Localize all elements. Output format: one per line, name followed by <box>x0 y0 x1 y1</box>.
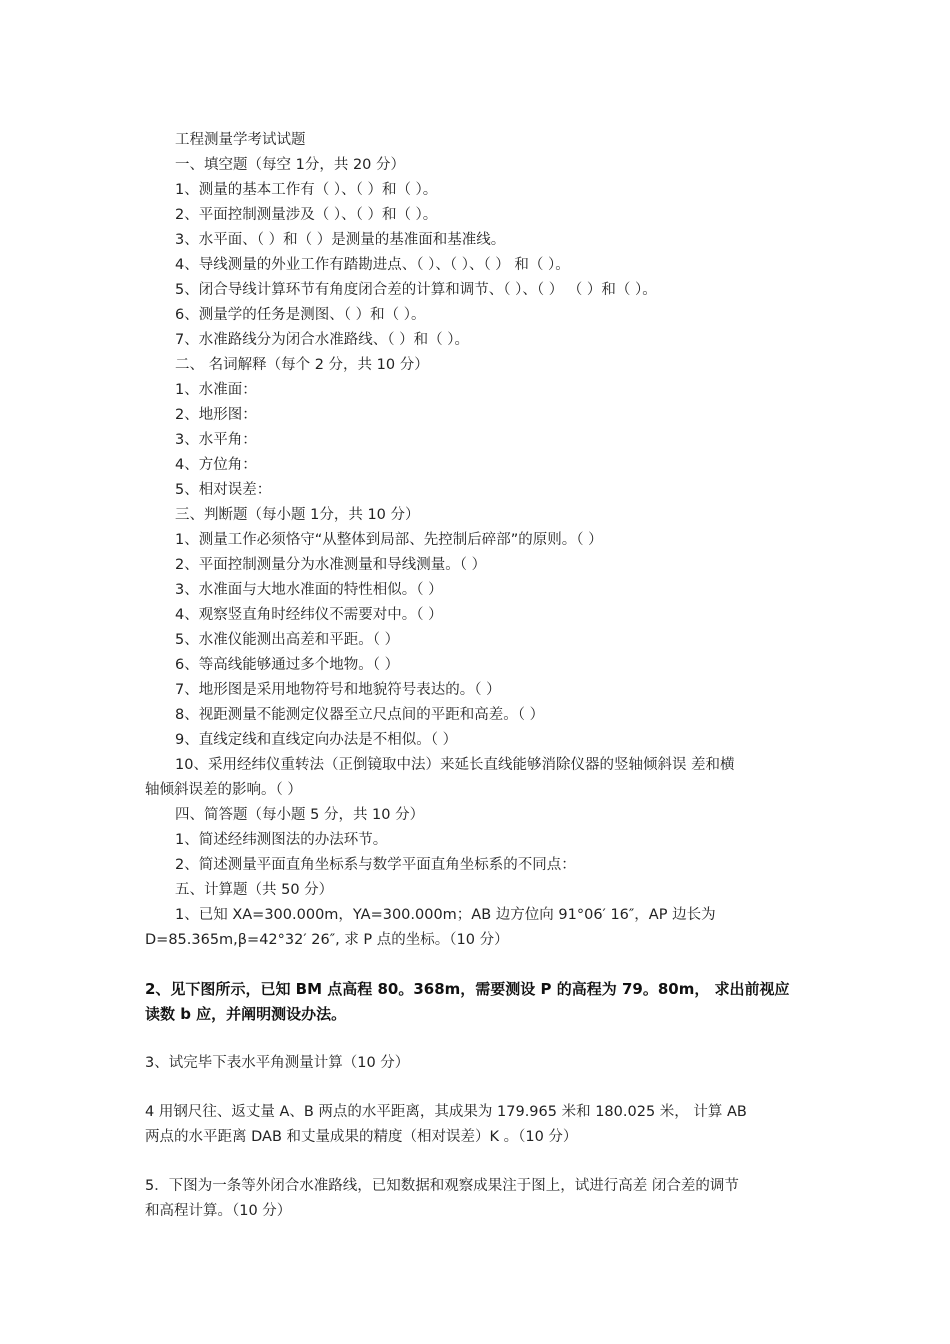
s5-q4-line-2: 两点的水平距离 DAB 和丈量成果的精度（相对误差）K 。（10 分） <box>145 1129 578 1145</box>
section-1-heading: 一、填空题（每空 1分，共 20 分） <box>175 157 406 173</box>
s3-item-8: 8、视距测量不能测定仪器至立尺点间的平距和高差。（ ） <box>175 707 545 723</box>
s1-item-4: 4、导线测量的外业工作有踏勘进点、（ ）、（ ）、（ ） 和（ ）。 <box>175 257 570 273</box>
s5-q4-line-1: 4 用钢尺往、返丈量 A、B 两点的水平距离，其成果为 179.965 米和 180.025 米， 计算 AB <box>145 1104 747 1120</box>
s3-item-9: 9、直线定线和直线定向办法是不相似。（ ） <box>175 732 458 748</box>
s2-item-1: 1、水准面： <box>175 382 257 398</box>
s1-item-7: 7、水准路线分为闭合水准路线、（ ）和（ ）。 <box>175 332 469 348</box>
s3-item-1: 1、测量工作必须恪守“从整体到局部、先控制后碎部”的原则。（ ） <box>175 532 603 548</box>
s3-item-4: 4、观察竖直角时经纬仪不需要对中。（ ） <box>175 607 443 623</box>
s3-item-2: 2、平面控制测量分为水准测量和导线测量。（ ） <box>175 557 487 573</box>
s3-item-6: 6、等高线能够通过多个地物。（ ） <box>175 657 400 673</box>
s3-item-7: 7、地形图是采用地物符号和地貌符号表达的。（ ） <box>175 682 501 698</box>
section-4-heading: 四、简答题（每小题 5 分，共 10 分） <box>175 807 425 823</box>
s5-q1-line-1: 1、已知 XA=300.000m，YA=300.000m；AB 边方位向 91°06′ 16″，AP 边长为 <box>175 907 716 923</box>
s3-item-3: 3、水准面与大地水准面的特性相似。（ ） <box>175 582 443 598</box>
s2-item-3: 3、水平角： <box>175 432 257 448</box>
s5-q2-line-2: 读数 b 应，并阐明测设办法。 <box>145 1005 347 1023</box>
s3-item-10-line-1: 10、采用经纬仪重转法（正倒镜取中法）来延长直线能够消除仪器的竖轴倾斜误 差和横 <box>175 757 735 773</box>
s5-q2-line-1: 2、见下图所示，已知 BM 点高程 80。368m，需要测设 P 的高程为 79。80m， 求出前视应 <box>145 980 790 998</box>
s2-item-2: 2、地形图： <box>175 407 257 423</box>
s1-item-6: 6、测量学的任务是测图、（ ）和（ ）。 <box>175 307 426 323</box>
s2-item-5: 5、相对误差： <box>175 482 272 498</box>
s1-item-1: 1、测量的基本工作有（ ）、（ ）和（ ）。 <box>175 182 438 198</box>
section-3-heading: 三、判断题（每小题 1分，共 10 分） <box>175 507 420 523</box>
s4-item-1: 1、简述经纬测图法的办法环节。 <box>175 832 388 848</box>
s5-q1-line-2: D=85.365m,β=42°32′ 26″, 求 P 点的坐标。（10 分） <box>145 932 509 948</box>
s5-q5-line-2: 和高程计算。（10 分） <box>145 1203 292 1219</box>
s5-q5-line-1: 5．下图为一条等外闭合水准路线，已知数据和观察成果注于图上，试进行高差 闭合差的调节 <box>145 1178 739 1194</box>
s1-item-2: 2、平面控制测量涉及（ ）、（ ）和（ ）。 <box>175 207 438 223</box>
section-5-heading: 五、计算题（共 50 分） <box>175 882 334 898</box>
s1-item-5: 5、闭合导线计算环节有角度闭合差的计算和调节、（ ）、（ ） （ ）和（ ）。 <box>175 282 657 298</box>
section-2-heading: 二、 名词解释（每个 2 分，共 10 分） <box>175 357 429 373</box>
s3-item-5: 5、水准仪能测出高差和平距。（ ） <box>175 632 400 648</box>
s3-item-10-line-2: 轴倾斜误差的影响。（ ） <box>145 782 302 798</box>
s4-item-2: 2、简述测量平面直角坐标系与数学平面直角坐标系的不同点： <box>175 857 576 873</box>
s2-item-4: 4、方位角： <box>175 457 257 473</box>
s5-q3: 3、试完毕下表水平角测量计算（10 分） <box>145 1055 410 1071</box>
s1-item-3: 3、水平面、（ ）和（ ）是测量的基准面和基准线。 <box>175 232 506 248</box>
doc-title: 工程测量学考试试题 <box>175 132 306 148</box>
